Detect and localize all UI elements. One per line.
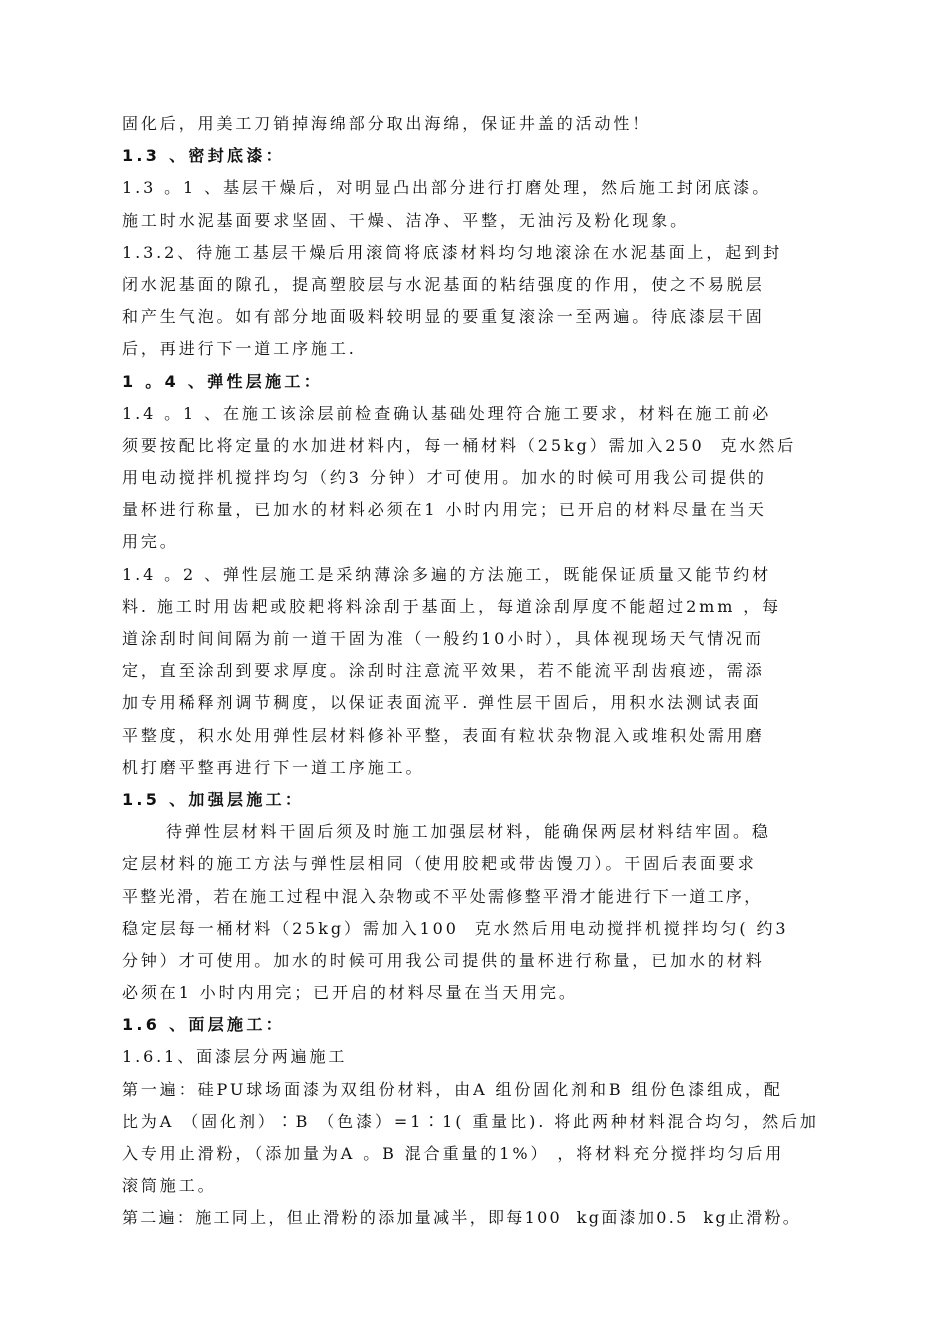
body-line: 必须在1 小时内用完；已开启的材料尽量在当天用完。 (122, 983, 578, 1003)
section-heading-1-3: 1.3 、密封底漆： (122, 146, 285, 166)
body-line: 滚筒施工。 (122, 1176, 217, 1196)
section-heading-1-5: 1.5 、加强层施工： (122, 789, 305, 809)
body-line: 1.3.2、待施工基层干燥后用滚筒将底漆材料均匀地滚涂在水泥基面上，起到封 (122, 242, 783, 262)
document-body (122, 108, 852, 1235)
body-line: 加专用稀释剂调节稠度，以保证表面流平. 弹性层干固后，用积水法测试表面 (122, 693, 762, 713)
body-line: 1.6.1、面漆层分两遍施工 (122, 1047, 348, 1067)
body-line: 料. 施工时用齿耙或胶耙将料涂刮于基面上，每道涂刮厚度不能超过2mm ，每 (122, 596, 782, 616)
body-line: 量杯进行称量，已加水的材料必须在1 小时内用完；已开启的材料尽量在当天 (122, 500, 767, 520)
body-line: 用完。 (122, 532, 179, 552)
body-line: 闭水泥基面的隙孔，提高塑胶层与水泥基面的粘结强度的作用，使之不易脱层 (122, 274, 765, 294)
body-line: 定，直至涂刮到要求厚度。涂刮时注意流平效果，若不能流平刮齿痕迹，需添 (122, 661, 765, 681)
body-line: 入专用止滑粉，（添加量为A 。B 混合重量的1%） ，将材料充分搅拌均匀后用 (122, 1144, 785, 1163)
body-line-indented: 待弹性层材料干固后须及时施工加强层材料，能确保两层材料结牢固。稳 (166, 822, 771, 842)
body-line: 分钟）才可使用。加水的时候可用我公司提供的量杯进行称量，已加水的材料 (122, 950, 765, 970)
body-line: 固化后，用美工刀销掉海绵部分取出海绵，保证井盖的活动性！ (122, 114, 652, 133)
body-line: 后，再进行下一道工序施工. (122, 339, 357, 359)
body-line: 第一遍：硅PU球场面漆为双组份材料，由A 组份固化剂和B 组份色漆组成，配 (122, 1079, 783, 1099)
body-line: 比为A （固化剂）∶B （色漆）=1∶1( 重量比). 将此两种材料混合均匀，然后加 (122, 1111, 819, 1131)
body-line: 机打磨平整再进行下一道工序施工。 (122, 757, 425, 777)
body-line: 1.4 。1 、在施工该涂层前检查确认基础处理符合施工要求，材料在施工前必 (122, 403, 772, 423)
section-heading-1-6: 1.6 、面层施工： (122, 1015, 285, 1035)
body-line: 施工时水泥基面要求坚固、干燥、洁净、平整，无油污及粉化现象。 (122, 210, 690, 230)
body-line: 定层材料的施工方法与弹性层相同（使用胶耙或带齿馒刀）。干固后表面要求 (122, 854, 757, 874)
body-line: 第二遍：施工同上，但止滑粉的添加量减半，即每100 kg面漆加0.5 kg止滑粉。 (122, 1208, 802, 1228)
body-line: 平整度，积水处用弹性层材料修补平整，表面有粒状杂物混入或堆积处需用磨 (122, 725, 765, 745)
body-line: 平整光滑，若在施工过程中混入杂物或不平处需修整平滑才能进行下一道工序， (122, 886, 763, 906)
body-line: 1.3 。1 、基层干燥后，对明显凸出部分进行打磨处理，然后施工封闭底漆。 (122, 178, 772, 198)
body-line: 须要按配比将定量的水加进材料内，每一桶材料（25kg）需加入250 克水然后 (122, 435, 797, 455)
body-line: 稳定层每一桶材料（25kg）需加入100 克水然后用电动搅拌机搅拌均匀( 约3 (122, 918, 789, 938)
body-line: 道涂刮时间间隔为前一道干固为准（一般约10小时），具体视现场天气情况而 (122, 629, 764, 648)
body-line: 1.4 。2 、弹性层施工是采纳薄涂多遍的方法施工，既能保证质量又能节约材 (122, 564, 772, 584)
section-heading-1-4: 1 。4 、弹性层施工： (122, 371, 324, 391)
body-line: 和产生气泡。如有部分地面吸料较明显的要重复滚涂一至两遍。待底漆层干固 (122, 307, 765, 327)
body-line: 用电动搅拌机搅拌均匀（约3 分钟）才可使用。加水的时候可用我公司提供的 (122, 468, 767, 488)
